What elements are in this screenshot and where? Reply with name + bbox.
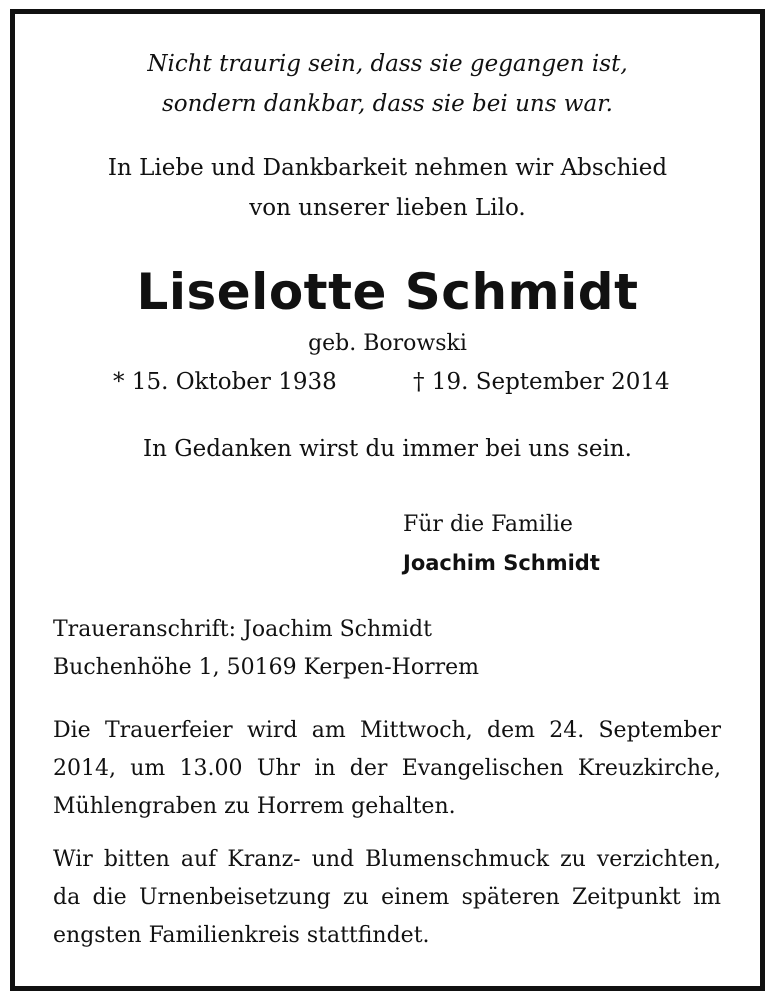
request-paragraph: Wir bitten auf Kranz- und Blumenschmuck zu verzichten, da die Urnenbeisetzung zu einem späteren Zeitpunkt im engsten Familienkreis stattfindet. xyxy=(53,847,721,948)
death-date: † 19. September 2014 xyxy=(413,369,670,395)
farewell-intro xyxy=(0,148,775,228)
ceremony-paragraph: Die Trauerfeier wird am Mittwoch, dem 24. September 2014, um 13.00 Uhr in der Evangelischen Kreuzkirche, Mühlengraben zu Horrem gehalten. xyxy=(53,718,721,819)
maiden-name: geb. Borowski xyxy=(308,331,467,356)
motto xyxy=(0,44,775,124)
family-signature xyxy=(403,506,600,582)
deceased-name: Liselotte Schmidt xyxy=(136,263,639,321)
address-line-2: Buchenhöhe 1, 50169 Kerpen-Horrem xyxy=(53,655,480,680)
birth-date: * 15. Oktober 1938 xyxy=(113,369,337,395)
address-line-1: Traueranschrift: Joachim Schmidt xyxy=(53,617,432,642)
remembrance-quote: In Gedanken wirst du immer bei uns sein. xyxy=(143,436,632,462)
motto-line-1: Nicht traurig sein, dass sie gegangen ist, xyxy=(147,51,628,77)
motto-line-2: sondern dankbar, dass sie bei uns war. xyxy=(162,91,613,117)
mourning-address xyxy=(53,611,479,687)
intro-line-1: In Liebe und Dankbarkeit nehmen wir Abschied xyxy=(107,155,668,181)
intro-line-2: von unserer lieben Lilo. xyxy=(249,195,526,221)
family-label: Für die Familie xyxy=(403,512,573,537)
family-signer: Joachim Schmidt xyxy=(403,551,600,575)
